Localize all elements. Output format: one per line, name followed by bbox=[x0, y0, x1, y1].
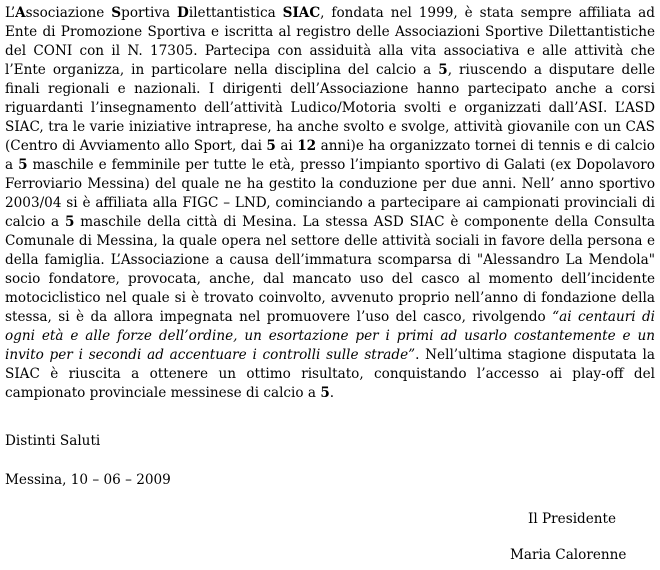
text-run: L’ bbox=[5, 5, 16, 21]
letter-body bbox=[5, 4, 655, 403]
signature-name: Maria Calorenne bbox=[510, 547, 627, 563]
date-line: Messina, 10 – 06 – 2009 bbox=[5, 472, 171, 488]
bold-number: 12 bbox=[297, 138, 317, 154]
bold-number: 5 bbox=[64, 214, 75, 230]
bold-number: 5 bbox=[266, 138, 276, 154]
text-run: maschile della città di Mesina. La stessa ASD SIAC è componente della Consulta Comunale di Messina, la quale opera nel settore delle attività sociali in favore della persona e della famiglia. L’Associazione a causa dell’immatura scomparsa di "Alessandro La Mendola" socio fondatore, provocata, anche, dal mancato uso del casco al momento dell’incidente motociclistico nel quale si è trovato coinvolto, avvenuto proprio nell’anno di fondazione della stessa, si è da allora impegnata nel promuovere l’uso del casco, rivolgendo bbox=[5, 214, 655, 325]
text-run: , fondata nel 1999, è stata sempre affiliata ad Ente di Promozione Sportiva e iscritta al registro delle Associazioni Sportive Dilettantistiche del CONI con il N. 17305. Partecipa con assiduità alla vita associativa e alle attività che l’Ente organizza, in particolare nella disciplina del calcio a bbox=[5, 5, 655, 78]
text-run: . Nell’ultima stagione disputata la SIAC è riuscita a ottenere un ottimo risultato, conquistando l’accesso ai play-off del campionato provinciale messinese di calcio a bbox=[5, 347, 655, 401]
italic-quote: “ai centauri di ogni età e alle forze dell’ordine, un esortazione per i primi ad usarlo costantemente e un invito per i secondi ad accentuare i controlli sulle strade” bbox=[5, 309, 655, 363]
association-name: SIAC bbox=[282, 5, 321, 21]
acronym-letter-d: D bbox=[177, 5, 189, 21]
acronym-letter-a: A bbox=[15, 5, 26, 21]
text-run: ai bbox=[275, 138, 298, 154]
text-run: anni)e ha organizzato tornei di tennis e di calcio a bbox=[5, 138, 655, 173]
bold-number: 5 bbox=[438, 62, 448, 78]
acronym-letter-s: S bbox=[111, 5, 122, 21]
text-run: portiva bbox=[121, 5, 178, 21]
text-run: . bbox=[329, 385, 335, 401]
text-run: ilettantistica bbox=[188, 5, 283, 21]
closing-salutation: Distinti Saluti bbox=[5, 433, 101, 449]
text-run: , riuscendo a disputare delle finali regionali e nazionali. I dirigenti dell’Associazione hanno partecipato anche a corsi riguardanti l’insegnamento dell’attività Ludico/Motoria svolti e organizzati dall’ASI. L’ASD SIAC, tra le varie iniziative intraprese, ha anche svolto e svolge, attività giovanile con un CAS (Centro di Avviamento allo Sport, dai bbox=[5, 62, 655, 154]
signature-title: Il Presidente bbox=[528, 511, 617, 527]
body-paragraph bbox=[5, 4, 655, 403]
bold-number: 5 bbox=[320, 385, 330, 401]
text-run: ssociazione bbox=[25, 5, 112, 21]
text-run: maschile e femminile per tutte le età, presso l’impianto sportivo di Galati (ex Dopolavoro Ferroviario Messina) del quale ne ha gestito la conduzione per due anni. Nell’ anno sportivo 2003/04 si è affiliata alla FIGC – LND, cominciando a partecipare ai campionati provinciali di calcio a bbox=[5, 157, 655, 230]
bold-number: 5 bbox=[18, 157, 28, 173]
